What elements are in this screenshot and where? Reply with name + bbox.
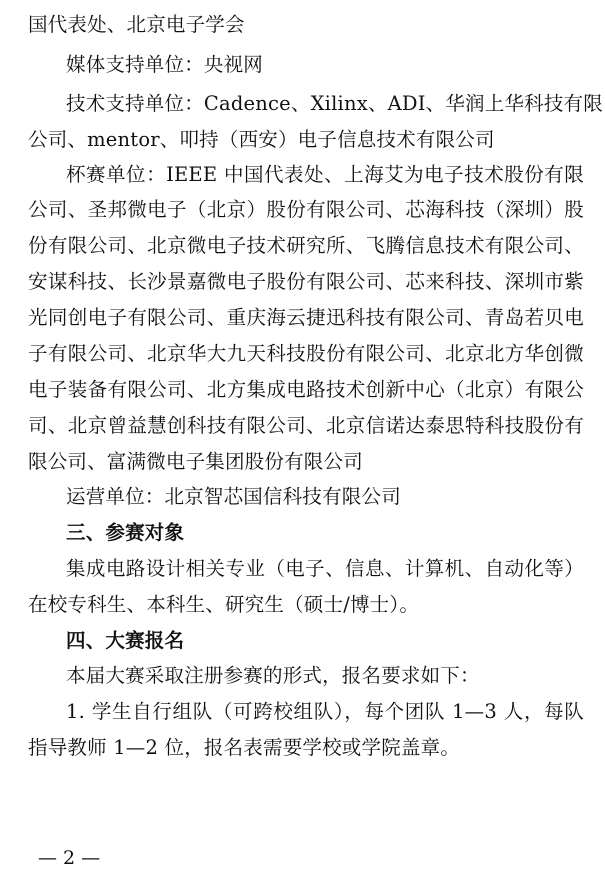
text-line-17: 在校专科生、本科生、研究生（硕士/博士）。 bbox=[28, 593, 420, 616]
page-number: — 2 — bbox=[38, 847, 101, 869]
text-line-5: 杯赛单位：IEEE 中国代表处、上海艾为电子技术股份有限 bbox=[66, 163, 584, 186]
text-line-21: 指导教师 1—2 位，报名表需要学校或学院盖章。 bbox=[28, 736, 461, 759]
section-heading-4: 四、大赛报名 bbox=[66, 629, 185, 652]
text-line-12: 司、北京曾益慧创科技有限公司、北京信诺达泰思特科技股份有 bbox=[28, 414, 584, 437]
text-line-6: 公司、圣邦微电子（北京）股份有限公司、芯海科技（深圳）股 bbox=[28, 198, 584, 221]
text-line-3: 技术支持单位：Cadence、Xilinx、ADI、华润上华科技有限 bbox=[66, 92, 603, 115]
text-line-7: 份有限公司、北京微电子技术研究所、飞腾信息技术有限公司、 bbox=[28, 234, 584, 257]
text-line-13: 限公司、富满微电子集团股份有限公司 bbox=[28, 450, 363, 473]
text-line-10: 子有限公司、北京华大九天科技股份有限公司、北京北方华创微 bbox=[28, 342, 584, 365]
text-line-20: 1. 学生自行组队（可跨校组队），每个团队 1—3 人，每队 bbox=[66, 700, 584, 723]
text-line-1: 国代表处、北京电子学会 bbox=[28, 13, 245, 36]
text-line-2: 媒体支持单位：央视网 bbox=[66, 53, 264, 76]
text-line-9: 光同创电子有限公司、重庆海云捷迅科技有限公司、青岛若贝电 bbox=[28, 306, 584, 329]
section-heading-3: 三、参赛对象 bbox=[66, 521, 185, 544]
text-line-16: 集成电路设计相关专业（电子、信息、计算机、自动化等） bbox=[66, 557, 584, 580]
text-line-11: 电子装备有限公司、北方集成电路技术创新中心（北京）有限公 bbox=[28, 378, 584, 401]
text-line-8: 安谋科技、长沙景嘉微电子股份有限公司、芯来科技、深圳市紫 bbox=[28, 270, 584, 293]
text-line-4: 公司、mentor、叩持（西安）电子信息技术有限公司 bbox=[28, 128, 495, 151]
text-line-14: 运营单位：北京智芯国信科技有限公司 bbox=[66, 485, 401, 508]
text-line-19: 本届大赛采取注册参赛的形式，报名要求如下： bbox=[66, 664, 480, 687]
